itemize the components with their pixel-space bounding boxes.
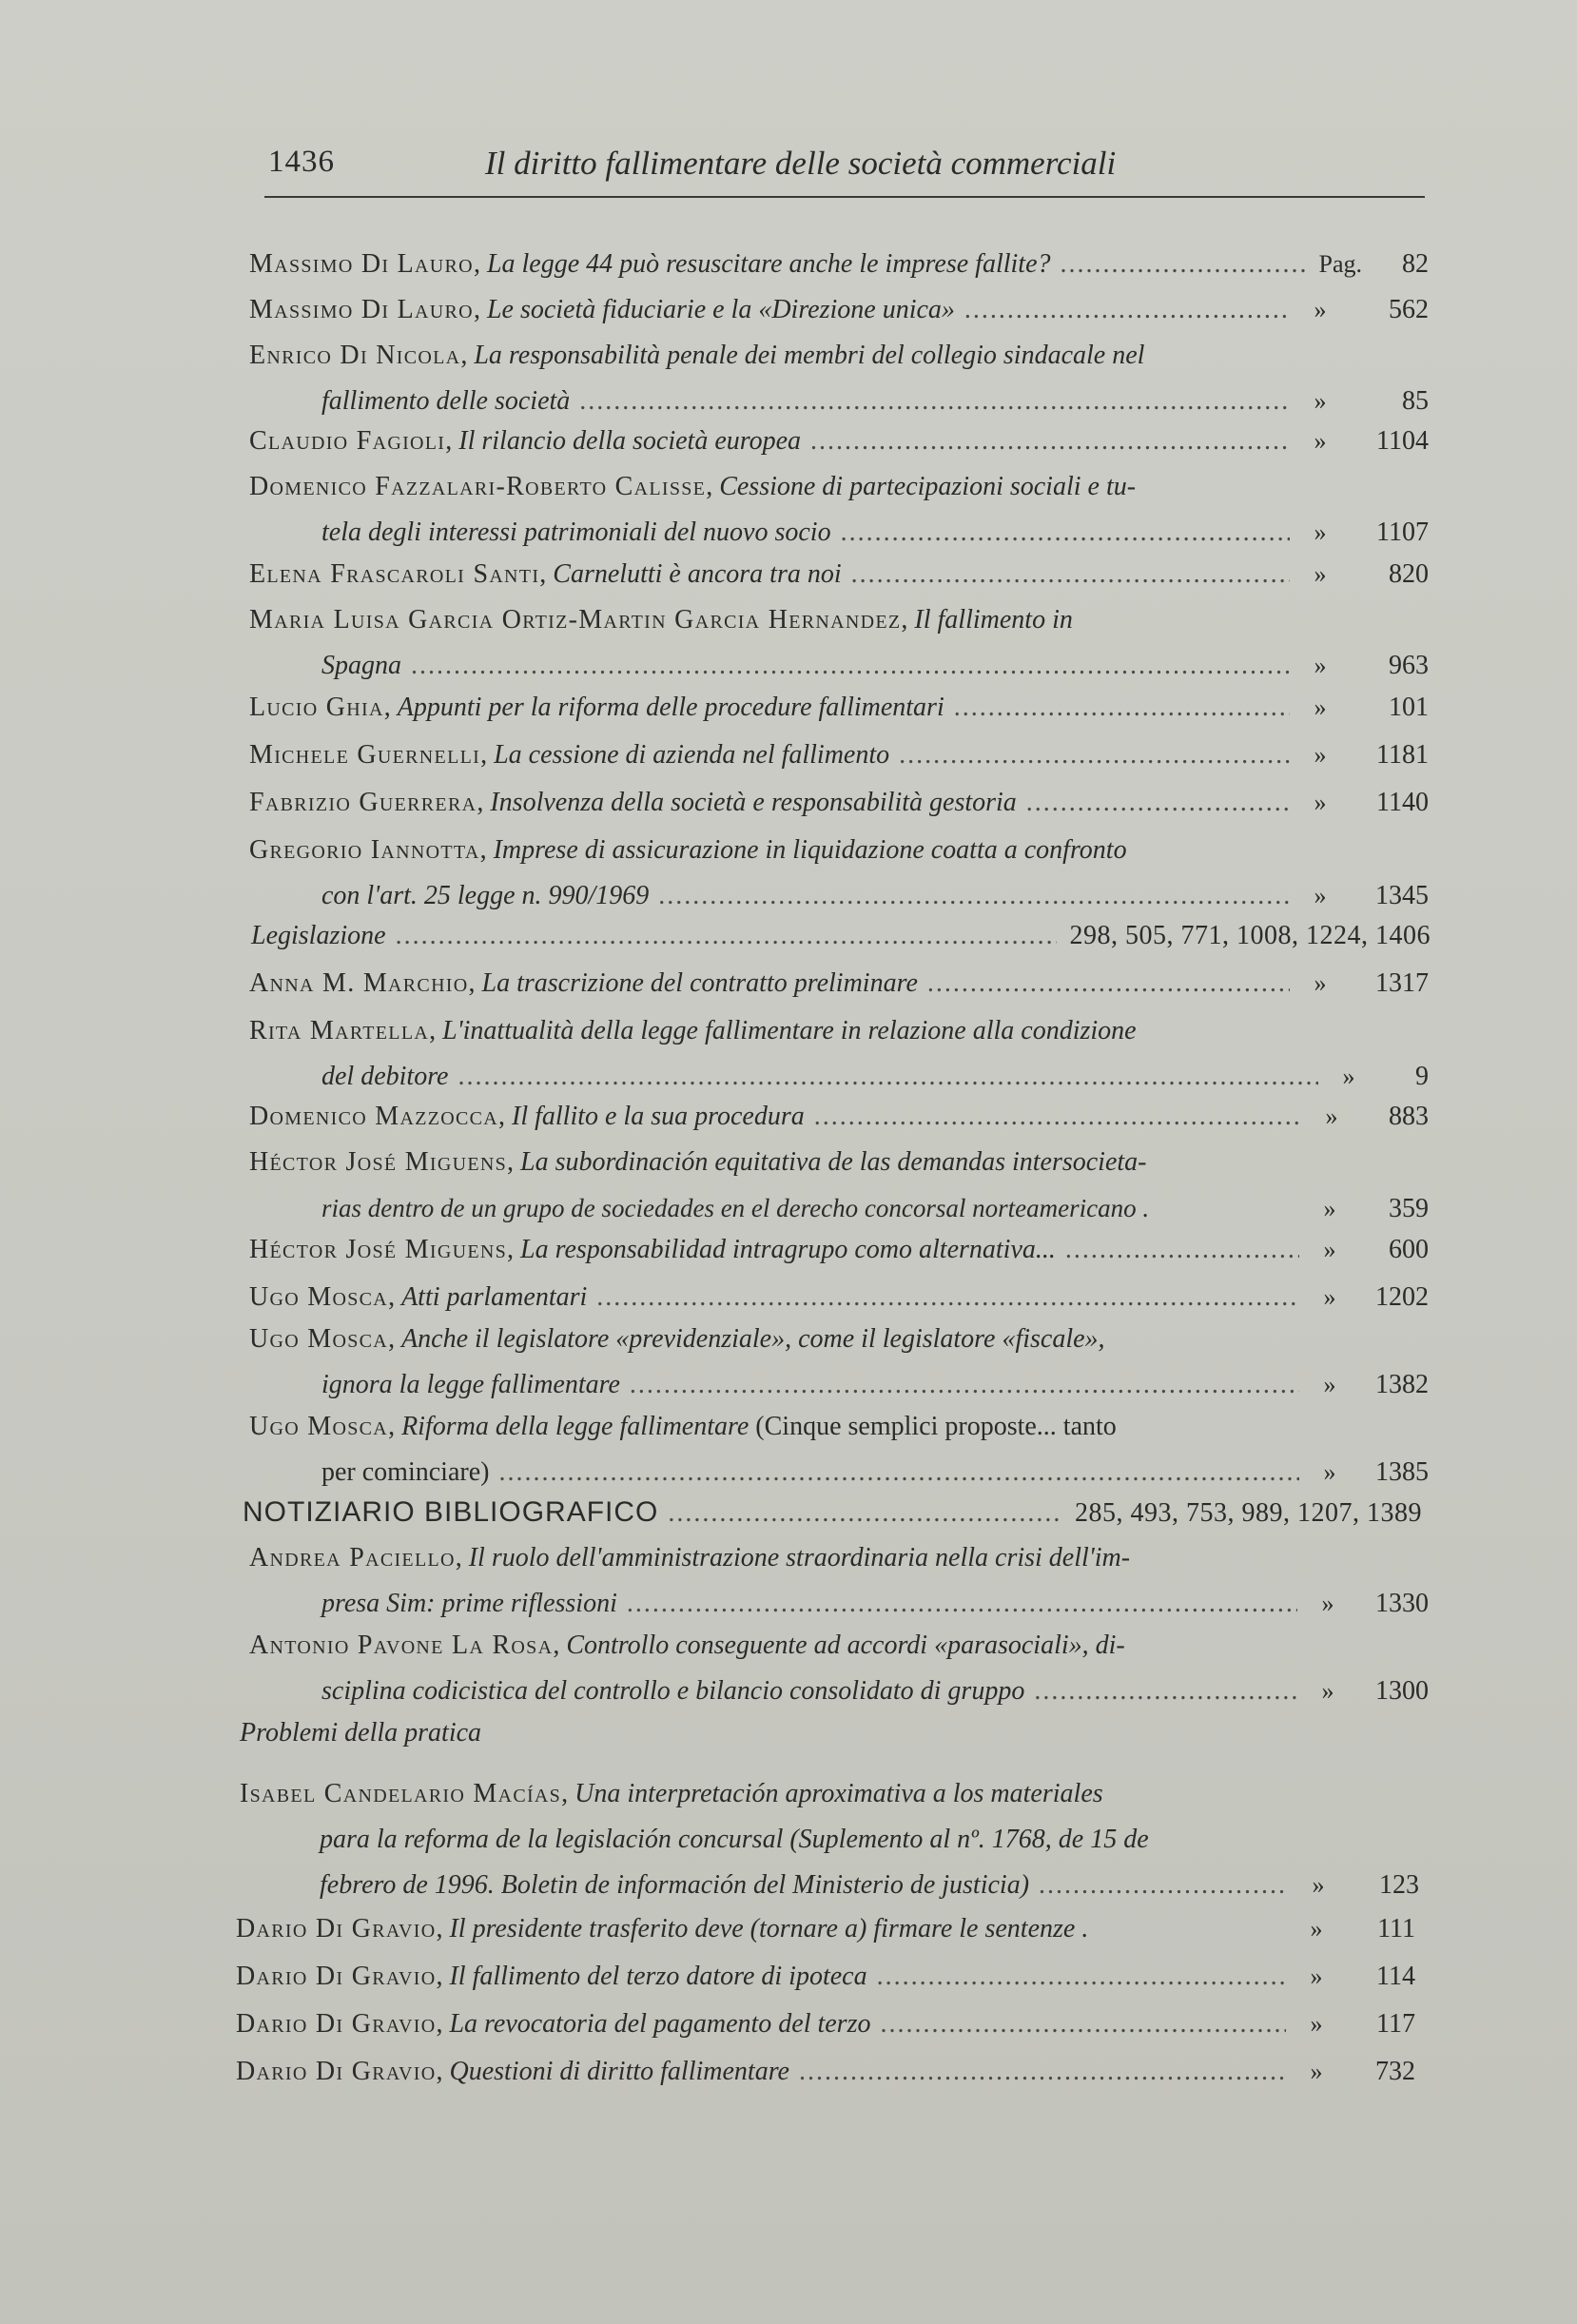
- index-entry: Dario Di Gravio, Il fallimento del terzo datore di ipoteca ..... » 114: [236, 1954, 1415, 2000]
- entry-page: 963: [1389, 651, 1429, 680]
- entry-title-continued: Spagna: [321, 651, 401, 680]
- page-marker: »: [1321, 1677, 1334, 1705]
- entry-title: Il presidente trasferito deve (tornare a) firmare le sentenze .: [449, 1914, 1089, 1943]
- entry-title: Questioni di diritto fallimentare: [449, 2057, 789, 2086]
- entry-title: La cessione di azienda nel fallimento: [494, 740, 890, 770]
- entry-author: Enrico Di Nicola: [249, 341, 461, 370]
- leader-dots: [1034, 1669, 1297, 1714]
- entry-author: Rita Martella: [249, 1016, 430, 1045]
- entry-author: Ugo Mosca: [249, 1412, 389, 1441]
- entry-title: La trascrizione del contratto preliminare: [481, 968, 918, 998]
- entry-title: Il fallimento in: [914, 605, 1073, 635]
- entry-page: 1140: [1376, 788, 1429, 817]
- entry-page: 114: [1376, 1962, 1415, 1991]
- page-marker: »: [1314, 969, 1327, 997]
- entry-title: Cessione di partecipazioni sociali e tu-: [719, 472, 1137, 501]
- entry-title: Una interpretación aproximativa a los materiales: [574, 1779, 1103, 1808]
- entry-author: Héctor José Miguens: [249, 1235, 508, 1264]
- entry-title: Il fallito e la sua procedura: [512, 1102, 805, 1131]
- entry-title: Insolvenza della società e responsabilità gestoria: [490, 788, 1017, 817]
- page-marker: »: [1314, 560, 1327, 588]
- page-marker: »: [1314, 296, 1327, 323]
- index-entry: Isabel Candelario Macías, Una interpretación aproximativa a los materiales para la reforma de la legislación concursal (Suplemento al nº. 1768, de 15 de febrero de 1996. Boletin de información del Ministerio de justicia) ..... » 123: [240, 1771, 1419, 1908]
- leader-dots: [630, 1362, 1299, 1408]
- page-marker: »: [1325, 1103, 1338, 1130]
- entry-page: 1385: [1375, 1457, 1429, 1487]
- entry-author: Elena Frascaroli Santi: [249, 559, 540, 589]
- entry-author: Ugo Mosca: [249, 1324, 389, 1354]
- entry-page: 1181: [1376, 740, 1429, 770]
- entry-title: Appunti per la riforma delle procedure fallimentari: [397, 693, 944, 722]
- entry-label: NOTIZIARIO BIBLIOGRAFICO: [243, 1496, 659, 1528]
- entry-page: 1107: [1376, 518, 1429, 547]
- running-title: Il diritto fallimentare delle società commerciali: [485, 145, 1117, 182]
- entry-title: La responsabilidad intragrupo como alternativa...: [520, 1235, 1056, 1264]
- leader-dots: [927, 961, 1290, 1006]
- index-entry: Anna M. Marchio, La trascrizione del contratto preliminare ..... » 1317: [249, 961, 1429, 1006]
- index-entry: Michele Guernelli, La cessione di azienda nel fallimento ..... » 1181: [249, 732, 1429, 778]
- page-marker: »: [1321, 1590, 1334, 1617]
- leader-dots: [396, 913, 1057, 959]
- entry-title: Riforma della legge fallimentare: [401, 1412, 750, 1441]
- entry-page: 562: [1389, 295, 1429, 324]
- entry-author: Claudio Fagioli: [249, 426, 446, 456]
- entry-title: Il rilancio della società europea: [458, 426, 802, 456]
- page-marker: »: [1310, 1915, 1323, 1943]
- leader-dots: [658, 873, 1290, 919]
- page-marker: »: [1323, 1195, 1336, 1222]
- leader-dots: [1039, 1863, 1288, 1908]
- entry-page: 123: [1379, 1870, 1419, 1900]
- entry-author: Dario Di Gravio: [236, 1962, 437, 1991]
- entry-title: Atti parlamentari: [401, 1282, 588, 1312]
- page-marker: »: [1323, 1458, 1336, 1486]
- entry-author: Gregorio Iannotta: [249, 835, 480, 865]
- leader-dots: [596, 1275, 1299, 1320]
- entry-page: 101: [1389, 693, 1429, 722]
- entry-title-continued: per cominciare): [321, 1457, 490, 1487]
- page-marker: »: [1314, 518, 1327, 546]
- entry-title-continued: ignora la legge fallimentare: [321, 1370, 620, 1399]
- leader-dots: [1065, 1227, 1299, 1273]
- entry-title: Imprese di assicurazione in liquidazione coatta a confronto: [493, 835, 1127, 865]
- leader-dots: [851, 552, 1290, 597]
- entry-author: Antonio Pavone La Rosa: [249, 1631, 554, 1660]
- entry-page: 1202: [1375, 1282, 1429, 1312]
- leader-dots: [411, 643, 1290, 689]
- entry-author: Héctor José Miguens: [249, 1147, 508, 1177]
- entry-title-continued: sciplina codicistica del controllo e bilancio consolidato di gruppo: [321, 1676, 1025, 1706]
- index-entry: Fabrizio Guerrera, Insolvenza della società e responsabilità gestoria ..... » 1140: [249, 780, 1429, 826]
- entry-pages: 298, 505, 771, 1008, 1224, 1406: [1069, 921, 1431, 950]
- leader-dots: [964, 287, 1290, 333]
- index-entry: Rita Martella, L'inattualità della legge fallimentare in relazione alla condizione del debitore ..... » 9: [249, 1008, 1429, 1100]
- entry-page: 117: [1376, 2009, 1415, 2039]
- index-entry: Ugo Mosca, Riforma della legge fallimentare (Cinque semplici proposte... tanto per cominciare) ..... » 1385: [249, 1404, 1429, 1495]
- leader-dots: [1061, 242, 1310, 287]
- leader-dots: [579, 379, 1290, 424]
- index-entry: Ugo Mosca, Anche il legislatore «previdenziale», come il legislatore «fiscale», ignora la legge fallimentare ..... » 1382: [249, 1317, 1429, 1408]
- page-marker: »: [1314, 652, 1327, 679]
- page-marker: »: [1312, 1871, 1325, 1899]
- entry-page: 732: [1375, 2057, 1415, 2086]
- entry-title: Carnelutti è ancora tra noi: [553, 559, 842, 589]
- entry-author: Domenico Fazzalari-Roberto Calisse: [249, 472, 707, 501]
- index-entry: Andrea Paciello, Il ruolo dell'amministrazione straordinaria nella crisi dell'im- presa Sim: prime riflessioni ..... » 1330: [249, 1535, 1429, 1627]
- index-entry: Dario Di Gravio, Questioni di diritto fallimentare ..... » 732: [236, 2049, 1415, 2095]
- entry-author: Andrea Paciello: [249, 1543, 456, 1572]
- leader-dots: [841, 510, 1290, 556]
- leader-dots: [877, 1954, 1286, 2000]
- index-entry: Gregorio Iannotta, Imprese di assicurazione in liquidazione coatta a confronto con l'art. 25 legge n. 990/1969 ..... » 1345: [249, 828, 1429, 919]
- entry-title: Il fallimento del terzo datore di ipoteca: [449, 1962, 867, 1991]
- entry-page: 600: [1389, 1235, 1429, 1264]
- entry-label: Legislazione: [251, 921, 386, 950]
- entry-author: Maria Luisa Garcia Ortiz-Martin Garcia Hernandez: [249, 605, 902, 635]
- page-marker: »: [1314, 789, 1327, 816]
- entry-author: Massimo Di Lauro: [249, 249, 474, 279]
- leader-dots: [458, 1054, 1318, 1100]
- page-marker: »: [1314, 882, 1327, 909]
- entry-author: Domenico Mazzocca: [249, 1102, 498, 1131]
- entry-title: Le società fiduciarie e la «Direzione unica»: [486, 295, 955, 324]
- entry-title-note: (Cinque semplici proposte... tanto: [755, 1412, 1117, 1441]
- entry-page: 1330: [1375, 1589, 1429, 1618]
- index-entry: Massimo Di Lauro, La legge 44 può resuscitare anche le imprese fallite? ..... Pag. 82: [249, 242, 1429, 287]
- entry-author: Ugo Mosca: [249, 1282, 389, 1312]
- index-entry: Antonio Pavone La Rosa, Controllo conseguente ad accordi «parasociali», di- sciplina codicistica del controllo e bilancio consolidato di gruppo ..... » 1300: [249, 1623, 1429, 1714]
- index-entry: Héctor José Miguens, La responsabilidad intragrupo como alternativa... ..... » 600: [249, 1227, 1429, 1273]
- leader-dots: [668, 1491, 1061, 1536]
- page-marker: Pag.: [1318, 250, 1362, 278]
- entry-title-continued: fallimento delle società: [321, 386, 571, 416]
- entry-pages: 285, 493, 753, 989, 1207, 1389: [1075, 1498, 1422, 1528]
- page-number: 1436: [268, 145, 335, 179]
- index-entry: Maria Luisa Garcia Ortiz-Martin Garcia Hernandez, Il fallimento in Spagna ..... » 963: [249, 597, 1429, 689]
- entry-page: 1345: [1375, 881, 1429, 910]
- entry-page: 82: [1402, 249, 1429, 279]
- entry-page: 820: [1389, 559, 1429, 589]
- entry-title-continued: tela degli interessi patrimoniali del nuovo socio: [321, 518, 831, 547]
- index-entry: Lucio Ghia, Appunti per la riforma delle procedure fallimentari ..... » 101: [249, 685, 1429, 731]
- entry-title: Anche il legislatore «previdenziale», come il legislatore «fiscale»,: [401, 1324, 1105, 1354]
- entry-title-continued: con l'art. 25 legge n. 990/1969: [321, 881, 650, 910]
- index-entry: Domenico Mazzocca, Il fallito e la sua procedura ..... » 883: [249, 1094, 1429, 1140]
- leader-dots: [799, 2049, 1286, 2095]
- index-entry: [251, 913, 1431, 959]
- leader-dots: [899, 732, 1290, 778]
- entry-page: 1317: [1375, 968, 1429, 998]
- leader-dots: [814, 1094, 1301, 1140]
- page-marker: »: [1314, 693, 1327, 721]
- index-entry: Dario Di Gravio, La revocatoria del pagamento del terzo ..... » 117: [236, 2002, 1415, 2047]
- header-rule: [264, 196, 1425, 198]
- entry-page: 1104: [1376, 426, 1429, 456]
- index-entry: Domenico Fazzalari-Roberto Calisse, Cessione di partecipazioni sociali e tu- tela degli interessi patrimoniali del nuovo socio ..... » 1107: [249, 464, 1429, 556]
- page-marker: »: [1323, 1236, 1336, 1263]
- entry-title: La legge 44 può resuscitare anche le imprese fallite?: [486, 249, 1051, 279]
- entry-page: 85: [1402, 386, 1429, 416]
- page-marker: »: [1314, 387, 1327, 415]
- entry-title-continued: para la reforma de la legislación concursal (Suplemento al nº. 1768, de 15 de: [320, 1825, 1149, 1854]
- entry-title-continued: rias dentro de un grupo de sociedades en el derecho concorsal norteamericano .: [321, 1194, 1150, 1222]
- entry-title: La subordinación equitativa de las demandas intersocieta-: [520, 1147, 1147, 1177]
- page-header: [268, 145, 1427, 194]
- page-marker: »: [1342, 1063, 1355, 1090]
- leader-dots: [810, 419, 1290, 464]
- entry-author: Dario Di Gravio: [236, 2009, 437, 2039]
- page-marker: »: [1323, 1371, 1336, 1398]
- index-entry: Enrico Di Nicola, La responsabilità penale dei membri del collegio sindacale nel fallimento delle società ..... » 85: [249, 333, 1429, 424]
- entry-page: 359: [1389, 1194, 1429, 1223]
- entry-page: 1300: [1375, 1676, 1429, 1706]
- entry-title-continued: presa Sim: prime riflessioni: [321, 1589, 617, 1618]
- entry-page: 883: [1389, 1102, 1429, 1131]
- entry-page: 1382: [1375, 1370, 1429, 1399]
- leader-dots: [880, 2002, 1286, 2047]
- leader-dots: [627, 1581, 1297, 1627]
- page-marker: »: [1310, 2058, 1323, 2085]
- entry-author: Fabrizio Guerrera: [249, 788, 477, 817]
- entry-author: Anna M. Marchio: [249, 968, 469, 998]
- index-entry: Ugo Mosca, Atti parlamentari ..... » 1202: [249, 1275, 1429, 1320]
- entry-author: Isabel Candelario Macías: [240, 1779, 562, 1808]
- entry-author: Dario Di Gravio: [236, 1914, 437, 1943]
- entry-title: La responsabilità penale dei membri del collegio sindacale nel: [474, 341, 1145, 370]
- page-marker: »: [1310, 1963, 1323, 1990]
- leader-dots: [1026, 780, 1290, 826]
- entry-author: Lucio Ghia: [249, 693, 384, 722]
- page-marker: »: [1323, 1283, 1336, 1311]
- entry-title: La revocatoria del pagamento del terzo: [449, 2009, 871, 2039]
- entry-title: Controllo conseguente ad accordi «parasociali», di-: [566, 1631, 1125, 1660]
- entry-author: Massimo Di Lauro: [249, 295, 474, 324]
- section-heading: Problemi della pratica: [240, 1718, 482, 1748]
- entry-title: Il ruolo dell'amministrazione straordinaria nella crisi dell'im-: [468, 1543, 1131, 1572]
- entry-author: Dario Di Gravio: [236, 2057, 437, 2086]
- index-entry: Héctor José Miguens, La subordinación equitativa de las demandas intersocieta- rias dentro de un grupo de sociedades en el derecho concorsal norteamericano . » 359: [249, 1140, 1429, 1231]
- page-marker: »: [1314, 427, 1327, 455]
- leader-dots: [954, 685, 1290, 731]
- entry-title: L'inattualità della legge fallimentare in relazione alla condizione: [442, 1016, 1137, 1045]
- index-entry: Elena Frascaroli Santi, Carnelutti è ancora tra noi ..... » 820: [249, 552, 1429, 597]
- index-entry: Claudio Fagioli, Il rilancio della società europea ..... » 1104: [249, 419, 1429, 464]
- index-entry: Dario Di Gravio, Il presidente trasferito deve (tornare a) firmare le sentenze . » 111: [236, 1906, 1415, 1952]
- index-entry: Massimo Di Lauro, Le società fiduciarie e la «Direzione unica» ..... » 562: [249, 287, 1429, 333]
- entry-title-continued: febrero de 1996. Boletin de información del Ministerio de justicia): [320, 1870, 1030, 1900]
- entry-page: 9: [1415, 1062, 1429, 1091]
- entry-page: 111: [1377, 1914, 1415, 1943]
- page-marker: »: [1314, 741, 1327, 769]
- entry-title-continued: del debitore: [321, 1062, 449, 1091]
- leader-dots: [498, 1450, 1299, 1495]
- entry-author: Michele Guernelli: [249, 740, 481, 770]
- index-entry: [243, 1490, 1422, 1535]
- page-marker: »: [1310, 2010, 1323, 2038]
